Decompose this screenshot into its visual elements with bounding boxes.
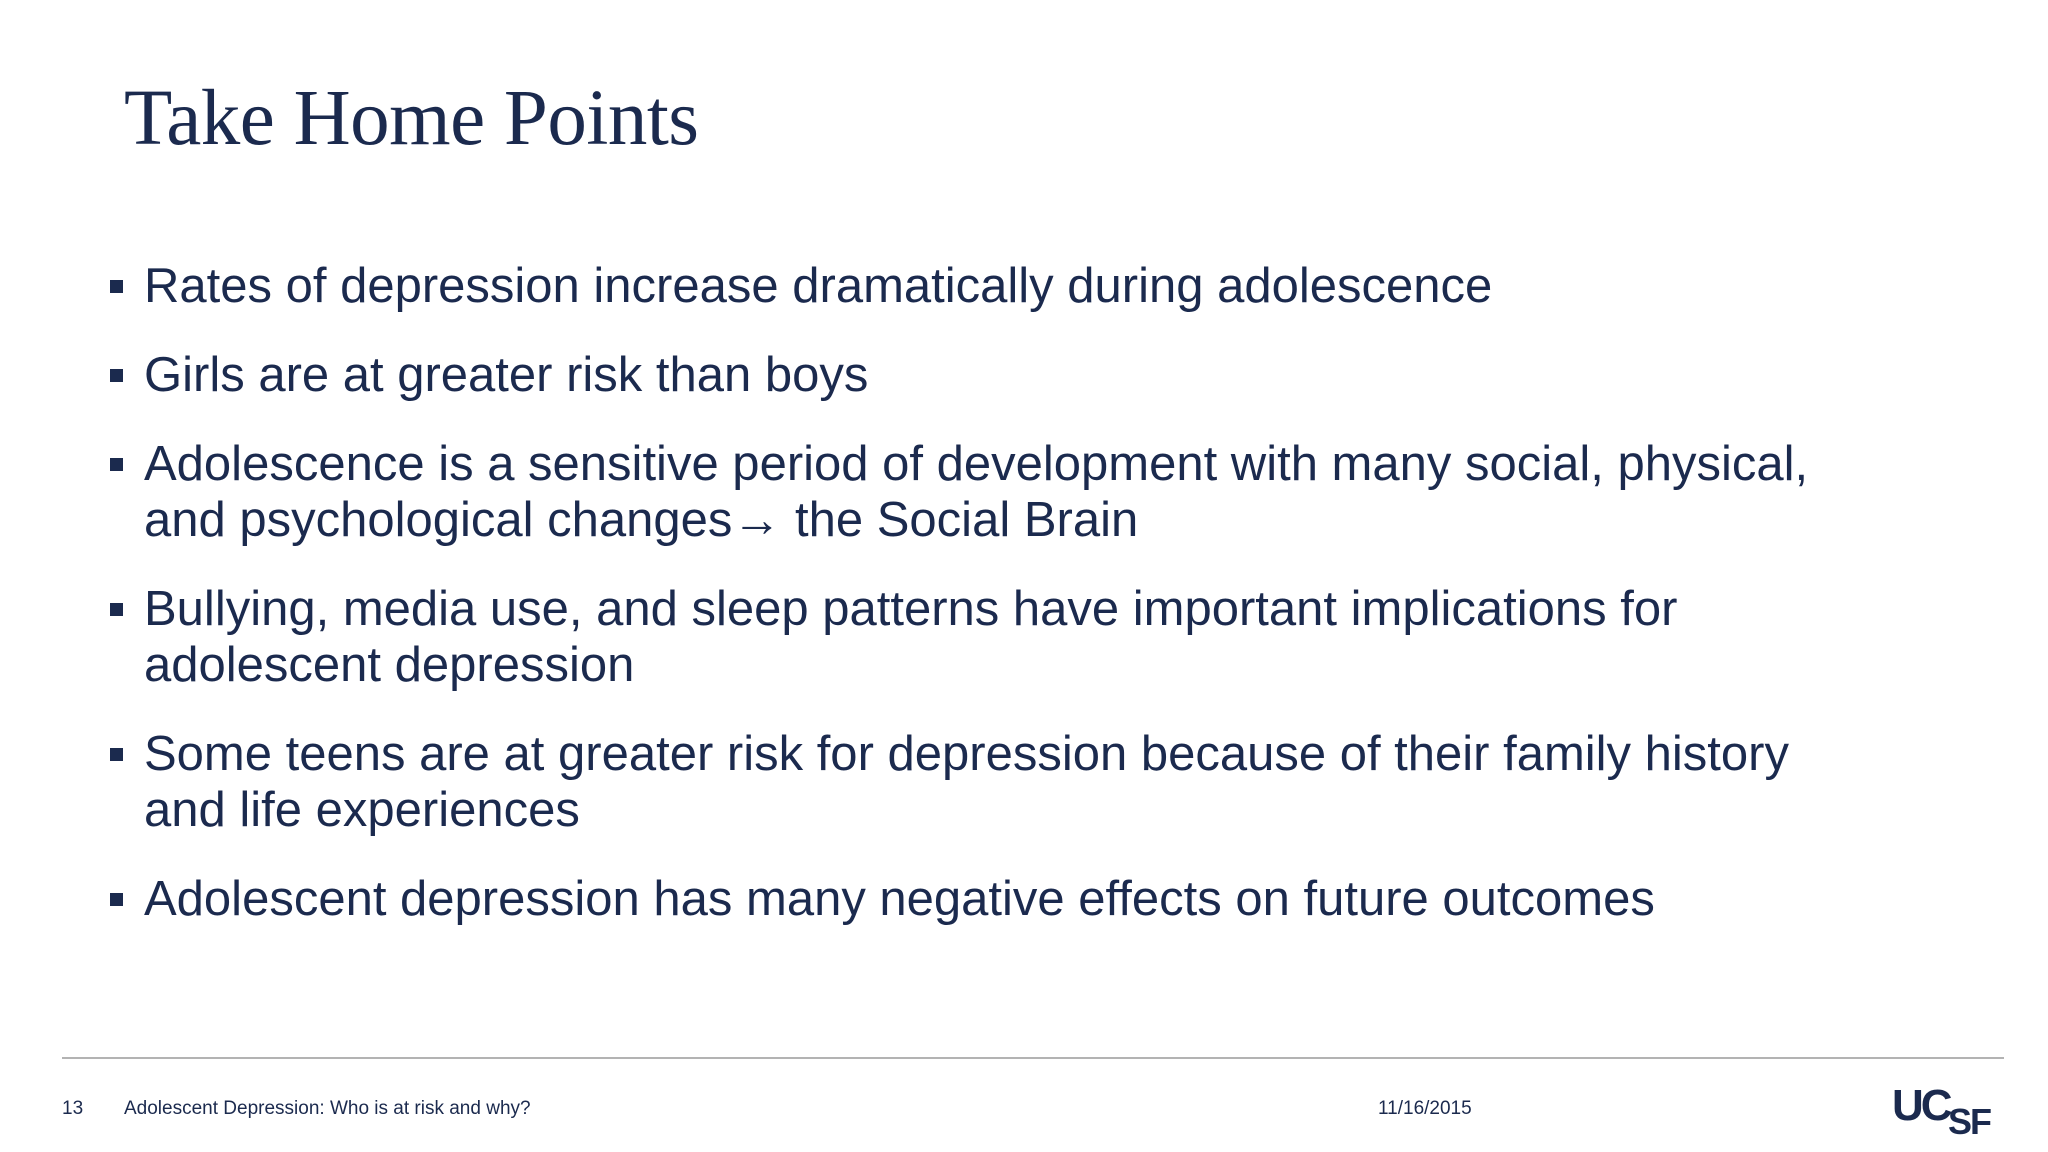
svg-text:UC: UC	[1892, 1081, 1950, 1130]
bullet-item	[108, 347, 1988, 403]
square-bullet-icon	[110, 458, 123, 471]
bullet-text-line: Girls are at greater risk than boys	[144, 348, 869, 402]
page-number: 13	[62, 1098, 84, 1119]
bullet-item	[108, 871, 1988, 927]
footer-divider	[62, 1057, 2004, 1059]
ucsf-logo-icon	[1892, 1080, 2006, 1136]
bullet-text-line: and life experiences	[144, 783, 580, 837]
square-bullet-icon	[110, 748, 123, 761]
square-bullet-icon	[110, 280, 123, 293]
bullet-text-line: Adolescence is a sensitive period of development with many social, physical,	[144, 437, 1809, 491]
presentation-date: 11/16/2015	[1378, 1098, 1472, 1119]
bullet-text-line: adolescent depression	[144, 638, 635, 692]
bullet-text-line: Bullying, media use, and sleep patterns have important implications for	[144, 582, 1678, 636]
square-bullet-icon	[110, 603, 123, 616]
bullet-item	[108, 726, 1988, 838]
bullet-item	[108, 436, 1988, 548]
square-bullet-icon	[110, 369, 123, 382]
bullet-text-line: Rates of depression increase dramatically during adolescence	[144, 259, 1493, 313]
bullet-item	[108, 258, 1988, 314]
presentation-title: Adolescent Depression: Who is at risk and why?	[124, 1098, 531, 1119]
bullet-item	[108, 581, 1988, 693]
bullet-text-line: Some teens are at greater risk for depression because of their family history	[144, 727, 1789, 781]
bullet-text-line: Adolescent depression has many negative effects on future outcomes	[144, 872, 1655, 926]
square-bullet-icon	[110, 893, 123, 906]
svg-text:SF: SF	[1948, 1101, 1991, 1136]
bullet-text-line: and psychological changes→ the Social Brain	[144, 493, 1139, 547]
bullet-list	[108, 258, 1988, 960]
slide-title: Take Home Points	[124, 75, 699, 162]
